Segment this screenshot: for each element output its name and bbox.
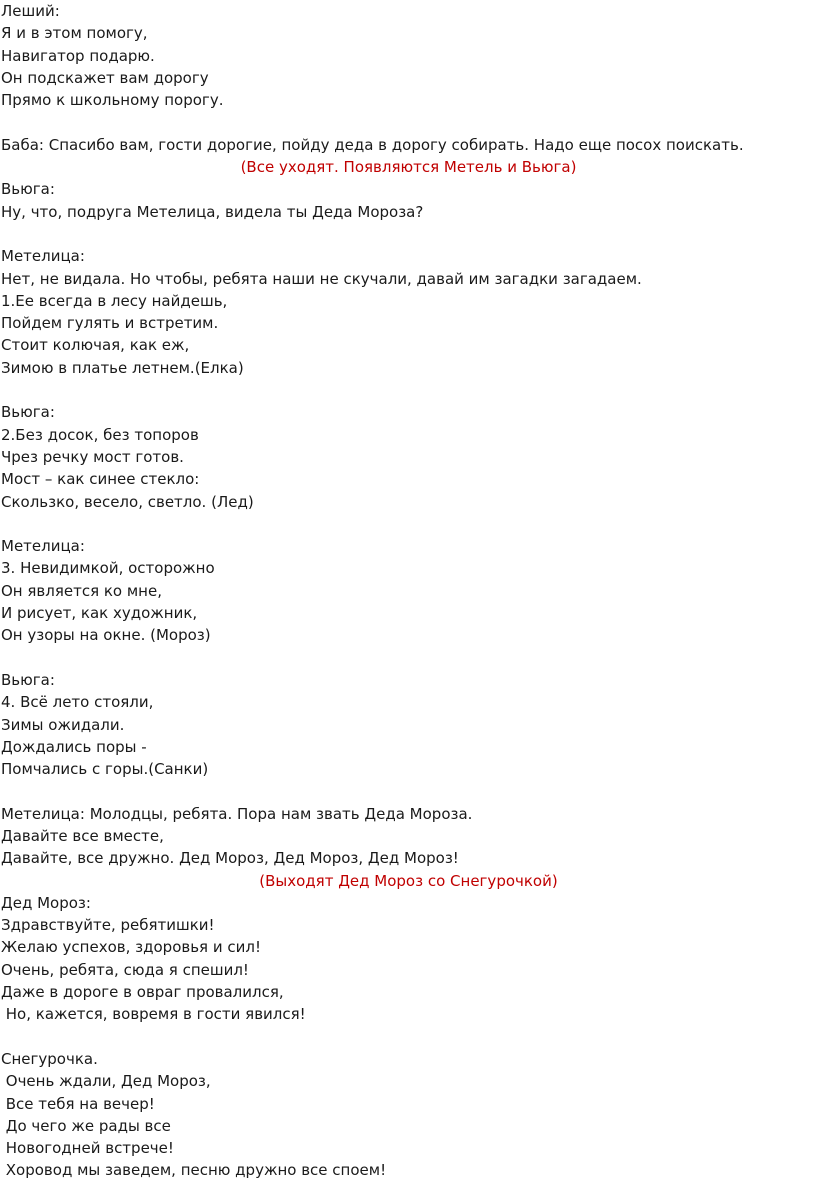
script-line: Очень, ребята, сюда я спешил! — [1, 960, 249, 979]
script-line: До чего же рады все — [1, 1116, 171, 1135]
script-line: Нет, не видала. Но чтобы, ребята наши не скучали, давай им загадки загадаем. — [1, 269, 642, 288]
blank-line — [1, 780, 816, 802]
script-line: Давайте все вместе, — [1, 826, 164, 845]
script-line: Дед Мороз: — [1, 893, 91, 912]
script-line: Вьюга: — [1, 403, 55, 422]
script-line: Ну, что, подруга Метелица, видела ты Деда Мороза? — [1, 202, 424, 221]
script-line: Метелица: Молодцы, ребята. Пора нам звать Деда Мороза. — [1, 804, 473, 823]
stage-direction: (Все уходят. Появляются Метель и Вьюга) — [240, 158, 577, 177]
script-body — [1, 0, 816, 1182]
blank-line — [1, 379, 816, 401]
script-line: Метелица: — [1, 537, 85, 556]
script-line: Прямо к школьному порогу. — [1, 91, 224, 110]
script-line: 2.Без досок, без топоров — [1, 425, 199, 444]
script-line: Вьюга: — [1, 670, 55, 689]
blank-line — [1, 513, 816, 535]
script-line: Баба: Спасибо вам, гости дорогие, пойду деда в дорогу собирать. Надо еще посох поискать. — [1, 135, 744, 154]
script-line: Пойдем гулять и встретим. — [1, 314, 219, 333]
script-line: Давайте, все дружно. Дед Мороз, Дед Мороз, Дед Мороз! — [1, 849, 459, 868]
script-line: Но, кажется, вовремя в гости явился! — [1, 1005, 306, 1024]
script-line: Он узоры на окне. (Мороз) — [1, 626, 211, 645]
script-line: 3. Невидимкой, осторожно — [1, 559, 215, 578]
script-line: Снегурочка. — [1, 1049, 98, 1068]
blank-line — [1, 647, 816, 669]
script-line: Новогодней встрече! — [1, 1139, 174, 1158]
script-line: Он является ко мне, — [1, 581, 162, 600]
script-line: Скользко, весело, светло. (Лед) — [1, 492, 254, 511]
script-line: Зимою в платье летнем.(Елка) — [1, 358, 244, 377]
script-line: Хоровод мы заведем, песню дружно все споем! — [1, 1161, 387, 1180]
script-line: Здравствуйте, ребятишки! — [1, 916, 215, 935]
script-line: Вьюга: — [1, 180, 55, 199]
blank-line — [1, 111, 816, 133]
blank-line — [1, 223, 816, 245]
script-line: Я и в этом помогу, — [1, 24, 148, 43]
script-line: Дождались поры - — [1, 737, 147, 756]
script-line: Он подскажет вам дорогу — [1, 68, 209, 87]
blank-line — [1, 1026, 816, 1048]
script-line: Леший: — [1, 2, 60, 20]
script-line: Чрез речку мост готов. — [1, 447, 184, 466]
script-line: Желаю успехов, здоровья и сил! — [1, 938, 261, 957]
script-line: Мост – как синее стекло: — [1, 470, 200, 489]
script-line: Помчались с горы.(Санки) — [1, 760, 209, 779]
script-line: Навигатор подарю. — [1, 46, 155, 65]
script-line: Очень ждали, Дед Мороз, — [1, 1072, 211, 1091]
stage-direction: (Выходят Дед Мороз со Снегурочкой) — [259, 871, 558, 890]
script-line: Метелица: — [1, 247, 85, 266]
script-line: 4. Всё лето стояли, — [1, 693, 154, 712]
script-line: Стоит колючая, как еж, — [1, 336, 190, 355]
script-line: Даже в дороге в овраг провалился, — [1, 983, 284, 1002]
script-line: И рисует, как художник, — [1, 604, 198, 623]
script-line: Все тебя на вечер! — [1, 1094, 155, 1113]
script-line: Зимы ожидали. — [1, 715, 125, 734]
script-line: 1.Ее всегда в лесу найдешь, — [1, 291, 228, 310]
